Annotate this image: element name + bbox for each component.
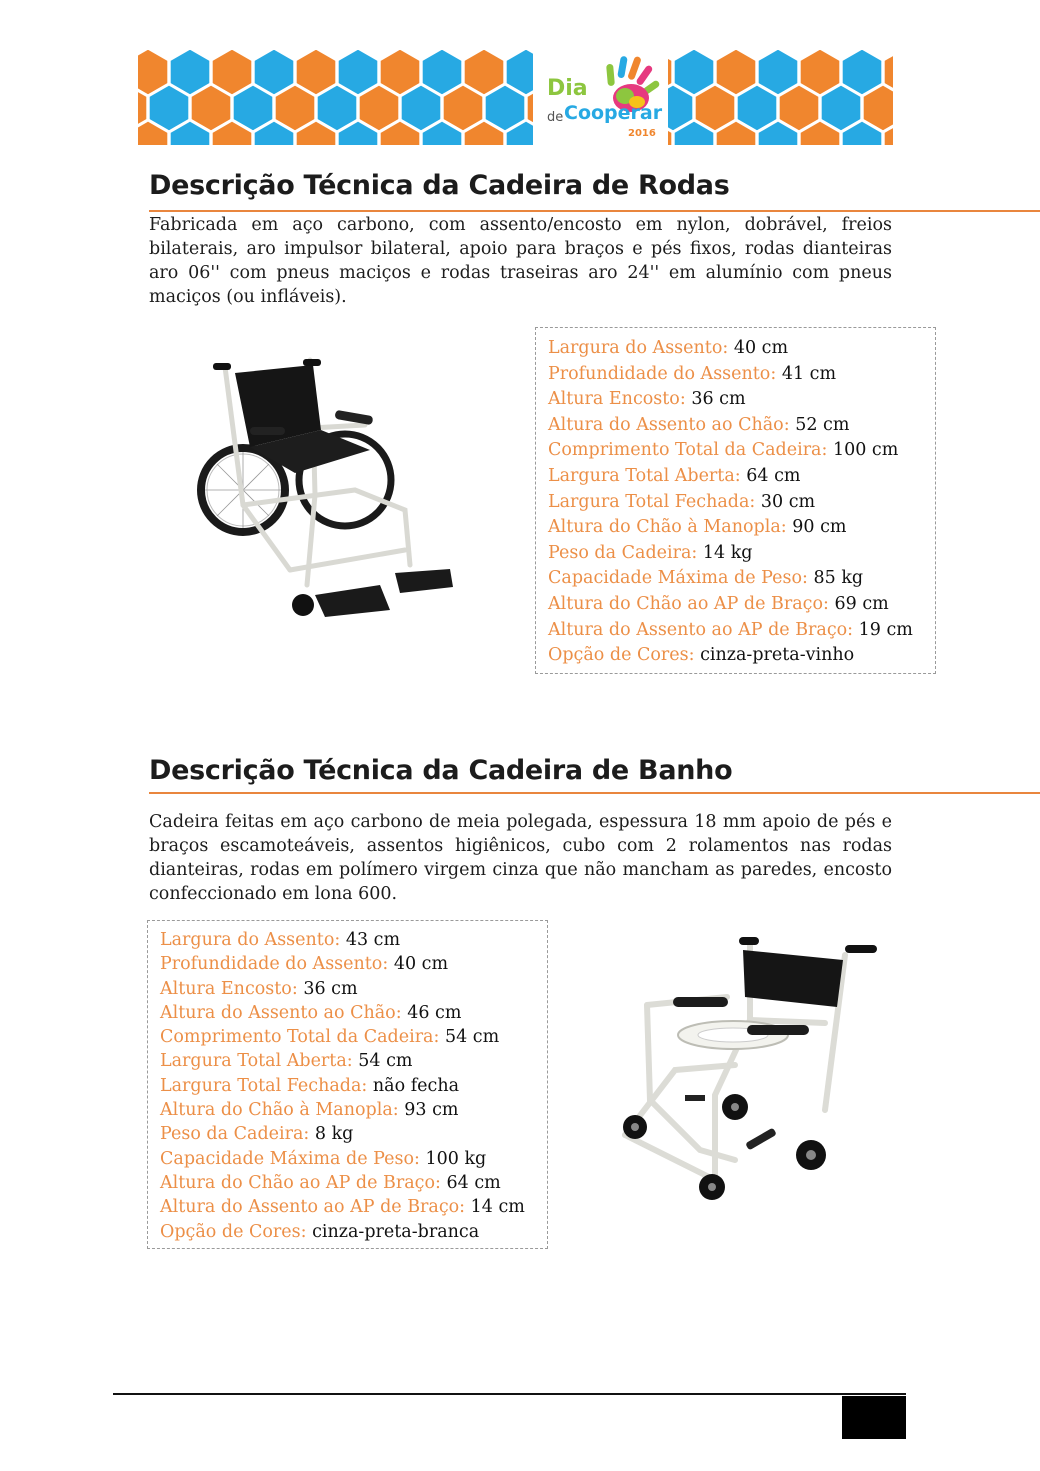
- bath-chair-image: [615, 935, 885, 1200]
- spec-row: [160, 1049, 547, 1073]
- spec-label: Altura do Chão ao AP de Braço:: [548, 593, 829, 614]
- wheelchair-section-title: Descrição Técnica da Cadeira de Rodas: [149, 170, 730, 201]
- spec-value: 64 cm: [446, 1172, 501, 1193]
- spec-row: [160, 1195, 547, 1219]
- spec-label: Opção de Cores:: [160, 1221, 307, 1242]
- spec-label: Profundidade do Assento:: [548, 363, 777, 384]
- spec-label: Largura Total Fechada:: [160, 1075, 368, 1096]
- spec-value: 54 cm: [444, 1027, 500, 1048]
- hexagon-pattern: [138, 50, 893, 145]
- spec-label: Profundidade do Assento:: [160, 954, 389, 975]
- spec-value: 90 cm: [792, 517, 847, 538]
- spec-label: Altura do Assento ao AP de Braço:: [548, 619, 854, 640]
- spec-label: Altura do Assento ao Chão:: [548, 414, 790, 435]
- spec-label: Altura do Assento ao AP de Braço:: [160, 1197, 466, 1218]
- spec-row: [160, 1025, 547, 1049]
- spec-row: [548, 438, 935, 464]
- spec-value: 100 kg: [425, 1148, 487, 1169]
- spec-value: 54 cm: [358, 1051, 413, 1072]
- spec-value: 36 cm: [691, 389, 746, 410]
- spec-label: Altura do Chão à Manopla:: [160, 1100, 399, 1121]
- spec-row: [548, 566, 935, 592]
- spec-label: Largura do Assento:: [548, 338, 729, 358]
- spec-value: cinza-preta-vinho: [700, 645, 855, 666]
- logo-text-cooperar: Cooperar: [564, 102, 663, 124]
- spec-value: 8 kg: [314, 1124, 354, 1145]
- spec-row: [548, 362, 935, 388]
- spec-label: Altura do Assento ao Chão:: [160, 1002, 402, 1023]
- spec-row: [160, 952, 547, 976]
- spec-label: Largura do Assento:: [160, 930, 341, 950]
- spec-label: Largura Total Aberta:: [548, 465, 741, 486]
- header-banner: [138, 50, 893, 145]
- spec-label: Altura do Chão à Manopla:: [548, 517, 787, 538]
- spec-value: 41 cm: [781, 363, 837, 384]
- logo-text-dia: Dia: [547, 76, 588, 101]
- spec-row: [160, 977, 547, 1001]
- spec-row: [548, 413, 935, 439]
- spec-value: 14 cm: [470, 1197, 525, 1218]
- spec-list: [160, 928, 547, 1244]
- spec-value: 36 cm: [303, 978, 358, 999]
- spec-row: [548, 592, 935, 618]
- spec-label: Peso da Cadeira:: [160, 1124, 310, 1145]
- spec-value: cinza-preta-branca: [312, 1221, 480, 1242]
- spec-value: 69 cm: [834, 593, 889, 614]
- logo-text-de: de: [547, 110, 564, 125]
- wheelchair-specs-box: [535, 327, 936, 674]
- spec-row: [160, 1098, 547, 1122]
- spec-value: 52 cm: [795, 414, 850, 435]
- spec-value: não fecha: [372, 1075, 460, 1096]
- spec-label: Altura Encosto:: [160, 978, 298, 999]
- spec-label: Comprimento Total da Cadeira:: [548, 440, 828, 461]
- logo-year: 2016: [628, 128, 656, 139]
- spec-value: 30 cm: [760, 491, 816, 512]
- spec-value: 40 cm: [393, 954, 449, 975]
- wheelchair-image: [195, 355, 465, 630]
- spec-label: Largura Total Fechada:: [548, 491, 756, 512]
- spec-value: 85 kg: [813, 568, 864, 589]
- spec-label: Largura Total Aberta:: [160, 1051, 353, 1072]
- spec-value: 46 cm: [407, 1002, 462, 1023]
- spec-label: Altura do Chão ao AP de Braço:: [160, 1172, 441, 1193]
- spec-row: [160, 1147, 547, 1171]
- spec-row: [160, 1074, 547, 1098]
- spec-value: 19 cm: [858, 619, 913, 640]
- spec-row: [548, 387, 935, 413]
- spec-label: Opção de Cores:: [548, 645, 695, 666]
- section-divider: [149, 792, 1040, 794]
- bathchair-description: Cadeira feitas em aço carbono de meia polegada, espessura 18 mm apoio de pés e braços escamoteáveis, assentos higiênicos, cubo com 2 rolamentos nas rodas dianteiras, rodas em polímero virgem cinza que não mancham as paredes, encosto confeccionado em lona 600.: [149, 812, 892, 904]
- spec-value: 100 cm: [832, 440, 899, 461]
- spec-row: [548, 541, 935, 567]
- spec-row: [548, 643, 935, 669]
- bathchair-specs-box: [147, 920, 548, 1249]
- spec-value: 43 cm: [345, 930, 401, 950]
- spec-row: [160, 928, 547, 952]
- spec-row: [160, 1001, 547, 1025]
- spec-row: [160, 1122, 547, 1146]
- spec-label: Capacidade Máxima de Peso:: [548, 568, 808, 589]
- logo: [533, 50, 668, 145]
- spec-row: [548, 618, 935, 644]
- spec-row: [548, 515, 935, 541]
- spec-row: [160, 1171, 547, 1195]
- spec-row: [548, 464, 935, 490]
- spec-label: Altura Encosto:: [548, 389, 686, 410]
- spec-label: Capacidade Máxima de Peso:: [160, 1148, 420, 1169]
- footer-rule: [113, 1393, 906, 1395]
- spec-label: Peso da Cadeira:: [548, 542, 698, 563]
- spec-value: 93 cm: [404, 1100, 459, 1121]
- wheelchair-description: Fabricada em aço carbono, com assento/encosto em nylon, dobrável, freios bilaterais, aro impulsor bilateral, apoio para braços e pés fixos, rodas dianteiras aro 06'' com pneus maciços e rodas traseiras aro 24'' em alumínio com pneus maciços (ou infláveis).: [149, 215, 892, 307]
- spec-list: [548, 336, 935, 669]
- spec-row: [548, 490, 935, 516]
- page-number-box: [842, 1396, 906, 1439]
- spec-row: [548, 336, 935, 362]
- spec-label: Comprimento Total da Cadeira:: [160, 1027, 440, 1048]
- bathchair-section-title: Descrição Técnica da Cadeira de Banho: [149, 755, 733, 786]
- spec-row: [160, 1220, 547, 1244]
- section-divider: [149, 210, 1040, 212]
- spec-value: 64 cm: [746, 465, 801, 486]
- spec-value: 14 kg: [702, 542, 753, 563]
- spec-value: 40 cm: [733, 338, 789, 358]
